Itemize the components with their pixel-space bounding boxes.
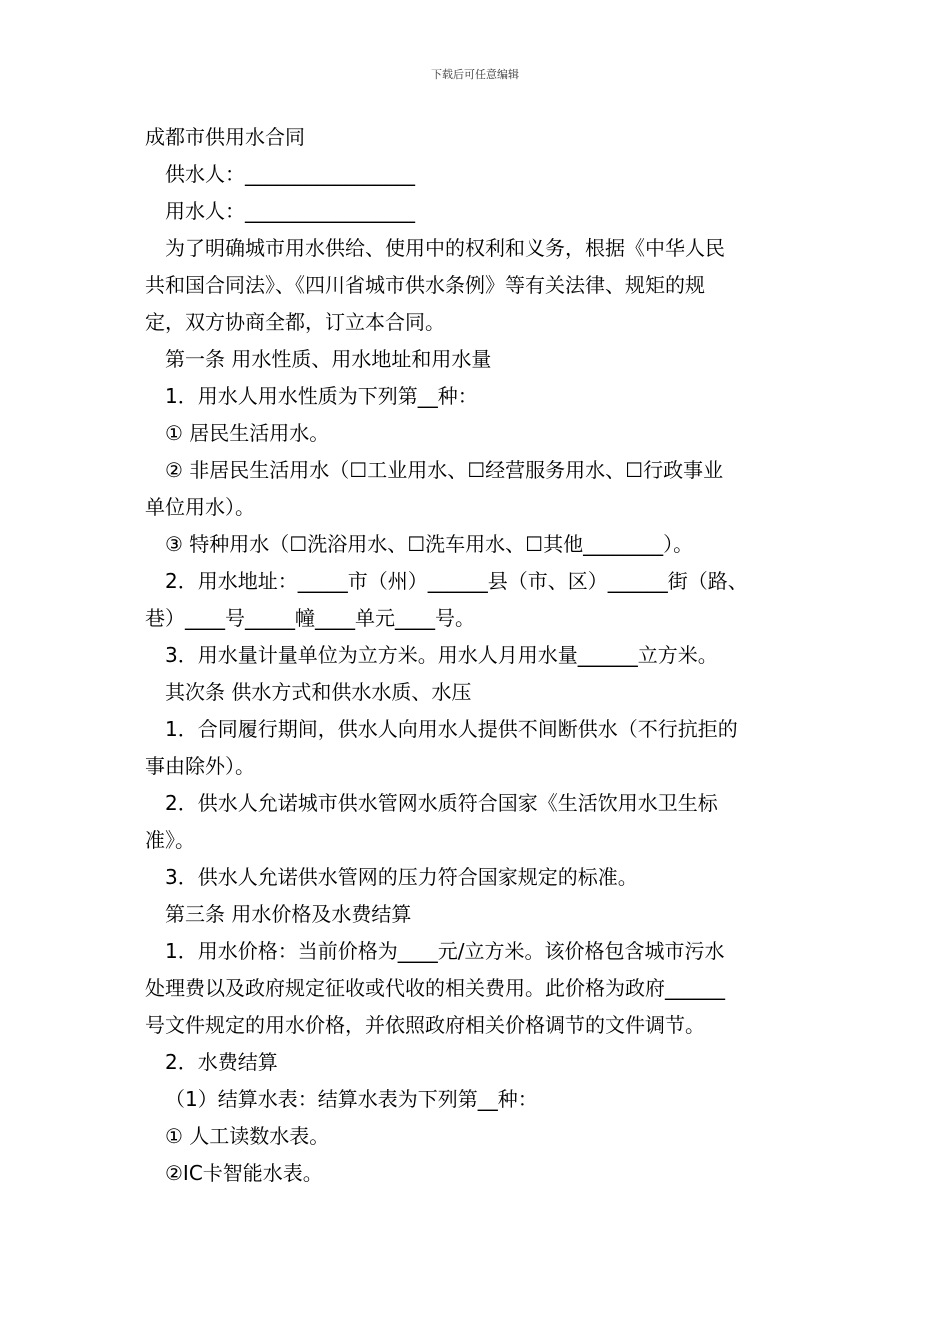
- paragraph-line: 第一条 用水性质、用水地址和用水量: [165, 347, 492, 371]
- contract-title: 成都市供用水合同: [145, 125, 305, 149]
- paragraph-line: ② 非居民生活用水（☐工业用水、☐经营服务用水、☐行政事业: [165, 458, 724, 482]
- paragraph-line: 巷）____号_____幢____单元____号。: [145, 606, 475, 630]
- paragraph-line: 3．供水人允诺供水管网的压力符合国家规定的标准。: [165, 865, 638, 889]
- paragraph-line: 供水人：_________________: [165, 162, 415, 186]
- page-header: 下载后可任意编辑: [431, 68, 519, 81]
- paragraph-line: 用水人：_________________: [165, 199, 415, 223]
- paragraph-line: ②IC卡智能水表。: [165, 1161, 323, 1185]
- paragraph-line: ① 人工读数水表。: [165, 1124, 330, 1148]
- paragraph-line: 共和国合同法》、《四川省城市供水条例》等有关法律、规矩的规: [145, 273, 705, 297]
- paragraph-line: 1．合同履行期间，供水人向用水人提供不间断供水（不行抗拒的: [165, 717, 738, 741]
- paragraph-line: ③ 特种用水（☐洗浴用水、☐洗车用水、☐其他________）。: [165, 532, 694, 556]
- paragraph-line: 定，双方协商全都，订立本合同。: [145, 310, 445, 334]
- contract-body: [145, 119, 825, 1192]
- paragraph-line: 事由除外）。: [145, 754, 255, 778]
- paragraph-line: 第三条 用水价格及水费结算: [165, 902, 412, 926]
- paragraph-line: ① 居民生活用水。: [165, 421, 330, 445]
- paragraph-line: 3．用水量计量单位为立方米。用水人月用水量______立方米。: [165, 643, 718, 667]
- paragraph-line: 为了明确城市用水供给、使用中的权利和义务，根据《中华人民: [165, 236, 725, 260]
- paragraph-line: 1．用水价格：当前价格为____元/立方米。该价格包含城市污水: [165, 939, 725, 963]
- paragraph-line: 2．供水人允诺城市供水管网水质符合国家《生活饮用水卫生标: [165, 791, 718, 815]
- paragraph-line: 处理费以及政府规定征收或代收的相关费用。此价格为政府______: [145, 976, 725, 1000]
- paragraph-line: 其次条 供水方式和供水水质、水压: [165, 680, 472, 704]
- paragraph-line: 号文件规定的用水价格，并依照政府相关价格调节的文件调节。: [145, 1013, 705, 1037]
- paragraph-line: （1）结算水表：结算水表为下列第__种：: [165, 1087, 538, 1111]
- paragraph-line: 2．水费结算: [165, 1050, 278, 1074]
- paragraph-line: 单位用水）。: [145, 495, 255, 519]
- paragraph-line: 2．用水地址：_____市（州）______县（市、区）______街（路、: [165, 569, 748, 593]
- paragraph-line: 1．用水人用水性质为下列第__种：: [165, 384, 478, 408]
- paragraph-line: 准》。: [145, 828, 195, 852]
